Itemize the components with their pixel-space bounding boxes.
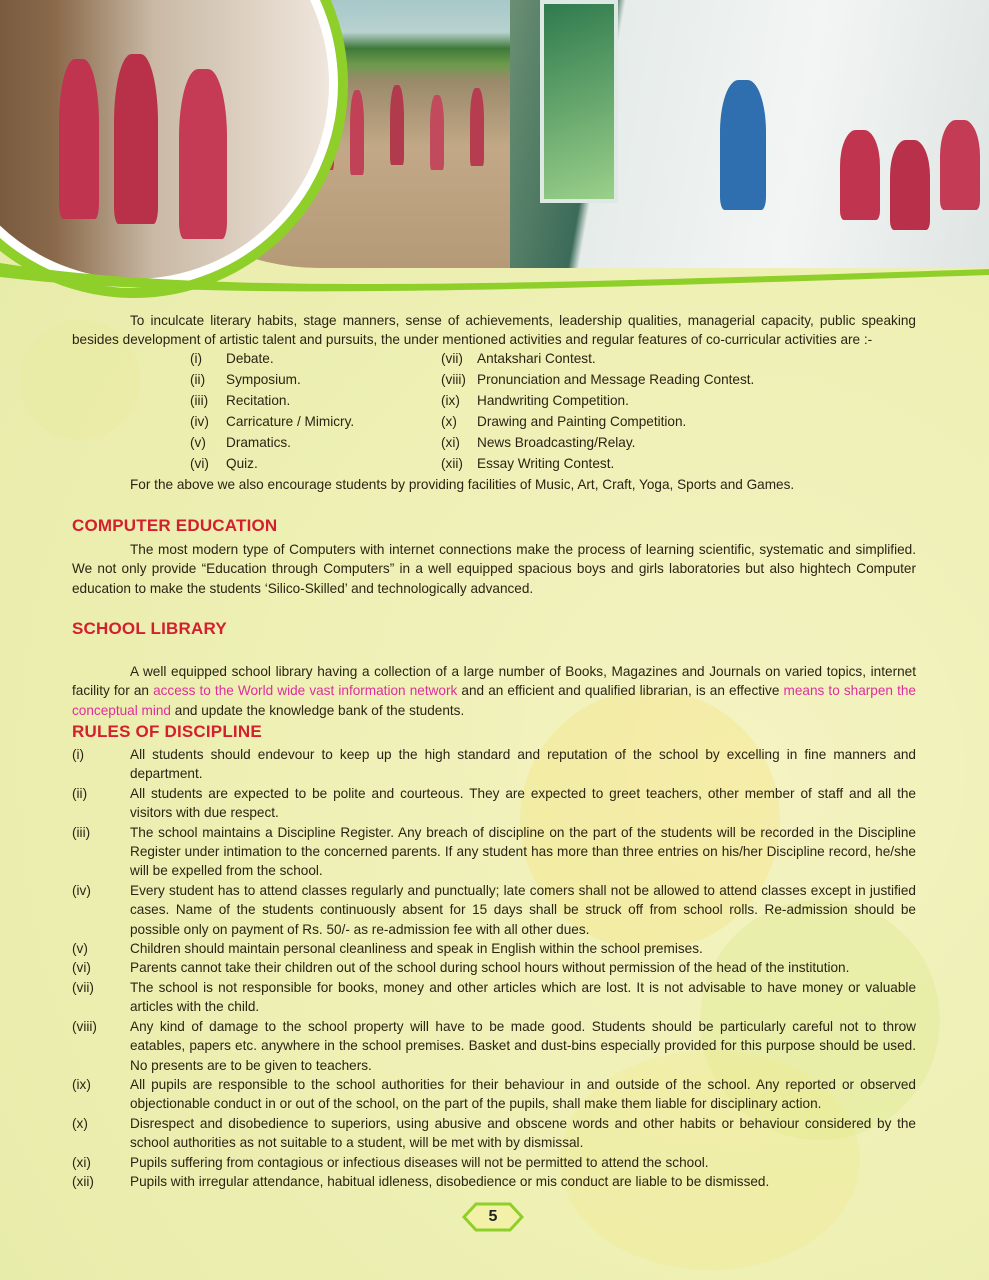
library-highlight-network: access to the World wide vast information network [153, 683, 458, 699]
rule-item: (ix) All pupils are responsible to the school authorities for their behaviour in and outside of the school. Any reported or observed objectionable conduct in or out of the school, on the part of the pupils, shall make them liable for disciplinary action. [72, 1076, 916, 1112]
computer-education-heading: COMPUTER EDUCATION [72, 516, 278, 535]
rules-of-discipline-heading: RULES OF DISCIPLINE [72, 722, 262, 741]
rule-item: (xii) Pupils with irregular attendance, habitual idleness, disobedience or mis conduct are liable to be dismissed. [72, 1173, 770, 1189]
activities-closing: For the above we also encourage students by providing facilities of Music, Art, Craft, Yoga, Sports and Games. [130, 477, 795, 492]
computer-education-paragraph: The most modern type of Computers with internet connections make the process of learning scientific, systematic and simplified. We not only provide “Education through Computers” in a well equipped spacious boys and girls laboratories but also hightech Computer education to make the students ‘Silico-Skilled’ and technologically advanced. [72, 542, 916, 596]
activity-item: (viii) Pronunciation and Message Reading Contest. [441, 372, 755, 387]
rule-item: (ii) All students are expected to be polite and courteous. They are expected to greet teachers, other member of staff and all the visitors with due respect. [72, 785, 916, 821]
activity-item: (ix) Handwriting Competition. [441, 393, 629, 408]
activity-item: (vii) Antakshari Contest. [441, 351, 596, 366]
activity-item: (iii) Recitation. [190, 393, 291, 408]
rule-item: (v) Children should maintain personal cleanliness and speak in English within the school premises. [72, 941, 703, 957]
page-number: 5 [488, 1208, 498, 1225]
rules-list [72, 745, 916, 1191]
rule-item: (viii) Any kind of damage to the school property will have to be made good. Students should be particularly careful not to throw eatables, papers etc. anywhere in the school premises. Basket and dust-bins especially provided for this purpose should be used. No presents are to be given to teachers. [72, 1018, 916, 1073]
rule-item: (x) Disrespect and disobedience to superiors, using abusive and obscene words and other habits or behaviour considered by the school authorities as not suitable to a student, will be met with by dismissal. [72, 1115, 916, 1151]
rule-item: (vi) Parents cannot take their children out of the school during school hours without permission of the head of the institution. [72, 960, 850, 976]
rule-item: (iv) Every student has to attend classes regularly and punctually; late comers shall not be allowed to attend classes except in justified cases. Name of the students continuously absent for 15 days shall be struck off from school rolls. Re-admission should be possible only on payment of Rs. 50/- as re-admission fee with all other dues. [72, 882, 916, 937]
green-swoosh-decoration [0, 255, 989, 295]
activity-item: (v) Dramatics. [190, 435, 291, 450]
rule-item: (vii) The school is not responsible for books, money and other articles which are lost. It is not advisable to have money or valuable articles with the child. [72, 979, 916, 1015]
computer-education-section [72, 540, 916, 598]
intro-paragraph: To inculcate literary habits, stage manners, sense of achievements, leadership qualities, managerial capacity, public speaking besides development of artistic talent and pursuits, the under mentioned activities and regular features of co-curricular activities are :- [72, 313, 916, 348]
school-library-paragraph: A well equipped school library having a collection of a large number of Books, Magazines and Journals on varied topics, internet facility for an access to the World wide vast information network and an efficient and qualified librarian, is an effective means to sharpen the conceptual mind and update the knowledge bank of the students. [72, 664, 916, 718]
activity-item: (vi) Quiz. [190, 456, 258, 471]
activity-item: (ii) Symposium. [190, 372, 301, 387]
rule-item: (xi) Pupils suffering from contagious or infectious diseases will not be permitted to attend the school. [72, 1154, 709, 1170]
rule-item: (i) All students should endevour to keep up the high standard and reputation of the school by excelling in fine manners and department. [72, 747, 916, 782]
activity-item: (i) Debate. [190, 351, 274, 366]
activity-item: (x) Drawing and Painting Competition. [441, 414, 687, 429]
school-library-heading: SCHOOL LIBRARY [72, 619, 227, 638]
activity-item: (xi) News Broadcasting/Relay. [441, 435, 636, 450]
activity-item: (xii) Essay Writing Contest. [441, 456, 615, 471]
computer-class-photo [510, 0, 989, 268]
library-highlight-mind: means to sharpen the conceptual mind [72, 683, 916, 718]
photo-banner [0, 0, 989, 300]
activity-item: (iv) Carricature / Mimicry. [190, 414, 355, 429]
rule-item: (iii) The school maintains a Discipline Register. Any breach of discipline on the part of the students will be recorded in the Discipline Register under intimation to the concerned parents. If any student has more than three entries on his/her Discipline record, he/she will be expelled from the school. [72, 824, 916, 879]
intro-section [72, 311, 916, 350]
school-library-section [72, 662, 916, 720]
